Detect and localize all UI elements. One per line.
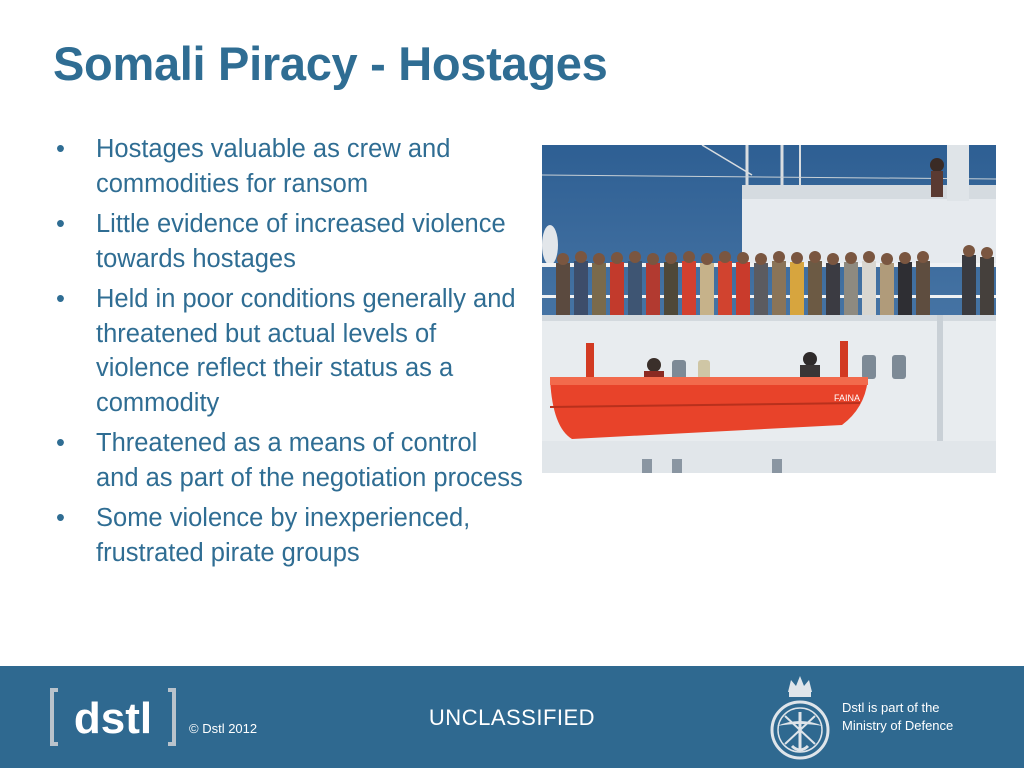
bullet-list (56, 132, 526, 576)
slide-title: Somali Piracy - Hostages (53, 37, 608, 90)
bullet-item: • Held in poor conditions generally and threatened but actual levels of violence reflect their status as a commodity (56, 282, 526, 420)
bullet-item: • Threatened as a means of control and as part of the negotiation process (56, 426, 526, 495)
ship-hostages-photo (542, 145, 996, 473)
mod-line-1: Dstl is part of the (842, 700, 940, 715)
svg-text:dstl: dstl (73, 694, 153, 743)
mod-statement (842, 699, 1012, 735)
bullet-item: • Some violence by inexperienced, frustrated pirate groups (56, 501, 526, 570)
footer-bar (0, 666, 1024, 768)
bullet-item: • Little evidence of increased violence towards hostages (56, 207, 526, 276)
bullet-item: • Hostages valuable as crew and commodities for ransom (56, 132, 526, 201)
copyright-text: © Dstl 2012 (189, 721, 258, 736)
mod-crest-icon (767, 672, 833, 764)
mod-line-2: Ministry of Defence (842, 718, 954, 733)
lifeboat-label: FAINA (834, 393, 861, 403)
classification-label: UNCLASSIFIED (428, 705, 596, 730)
